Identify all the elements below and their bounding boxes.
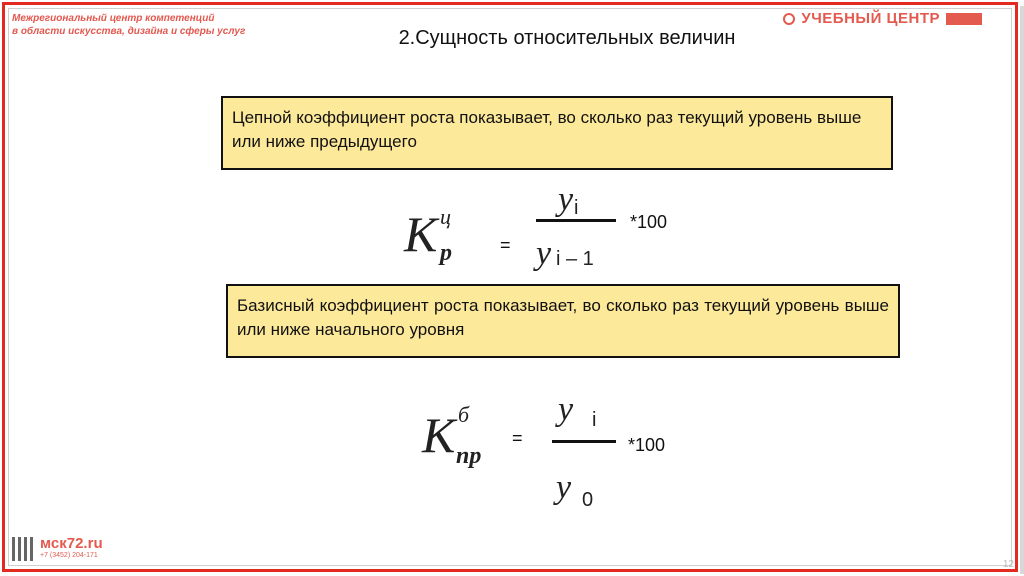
basis-definition-box: [226, 284, 900, 358]
slide-shadow: [1020, 6, 1024, 574]
basis-definition-tail: уровня: [409, 320, 465, 339]
chain-denominator-var: y: [536, 235, 552, 272]
chain-formula-base: K: [404, 206, 438, 262]
chain-numerator-sub: i: [574, 197, 579, 219]
basis-formula-subscript: пр: [456, 443, 482, 469]
circle-logo-icon: [783, 13, 795, 25]
footer-site: мск72.ru: [40, 535, 103, 552]
brand-logo: [783, 10, 982, 27]
slide-title: 2.Сущность относительных величин: [398, 27, 736, 49]
basis-formula-base: K: [422, 407, 456, 463]
page-number: 12: [1002, 559, 1014, 570]
basis-fraction-line: [552, 440, 616, 443]
basis-definition-text: Базисный коэффициент роста показывает, во сколько раз текущий уровень выше или ниже начального: [237, 296, 889, 339]
chain-fraction-line: [536, 219, 616, 222]
chain-formula-superscript: ц: [440, 204, 451, 229]
chain-formula-subscript: p: [440, 240, 452, 266]
basis-denominator-sub: 0: [582, 489, 594, 511]
basis-formula-superscript: б: [458, 402, 470, 427]
chain-numerator-var: y: [558, 181, 574, 218]
org-line-2: в области искусства, дизайна и сферы услуг: [12, 26, 246, 37]
chain-denominator-sub: i – 1: [556, 248, 594, 270]
chain-definition-text: Цепной коэффициент роста показывает, во сколько раз текущий уровень выше или ниже предыдущего: [232, 108, 862, 151]
basis-multiplier: *100: [628, 435, 666, 455]
basis-formula-equals: =: [512, 428, 523, 448]
footer-phone: +7 (3452) 204-171: [40, 552, 98, 559]
brand-name: УЧЕБНЫЙ ЦЕНТР: [801, 10, 940, 27]
chain-definition-box: [221, 96, 893, 170]
chain-formula-equals: =: [500, 235, 511, 255]
basis-numerator-var: y: [558, 391, 574, 428]
basis-denominator-var: y: [556, 469, 572, 506]
brand-tag-icon: [946, 13, 982, 25]
org-line-1: Межрегиональный центр компетенций: [12, 13, 215, 24]
chain-multiplier: *100: [630, 212, 668, 232]
qr-code-icon: [12, 537, 36, 561]
basis-numerator-sub: i: [592, 409, 597, 431]
